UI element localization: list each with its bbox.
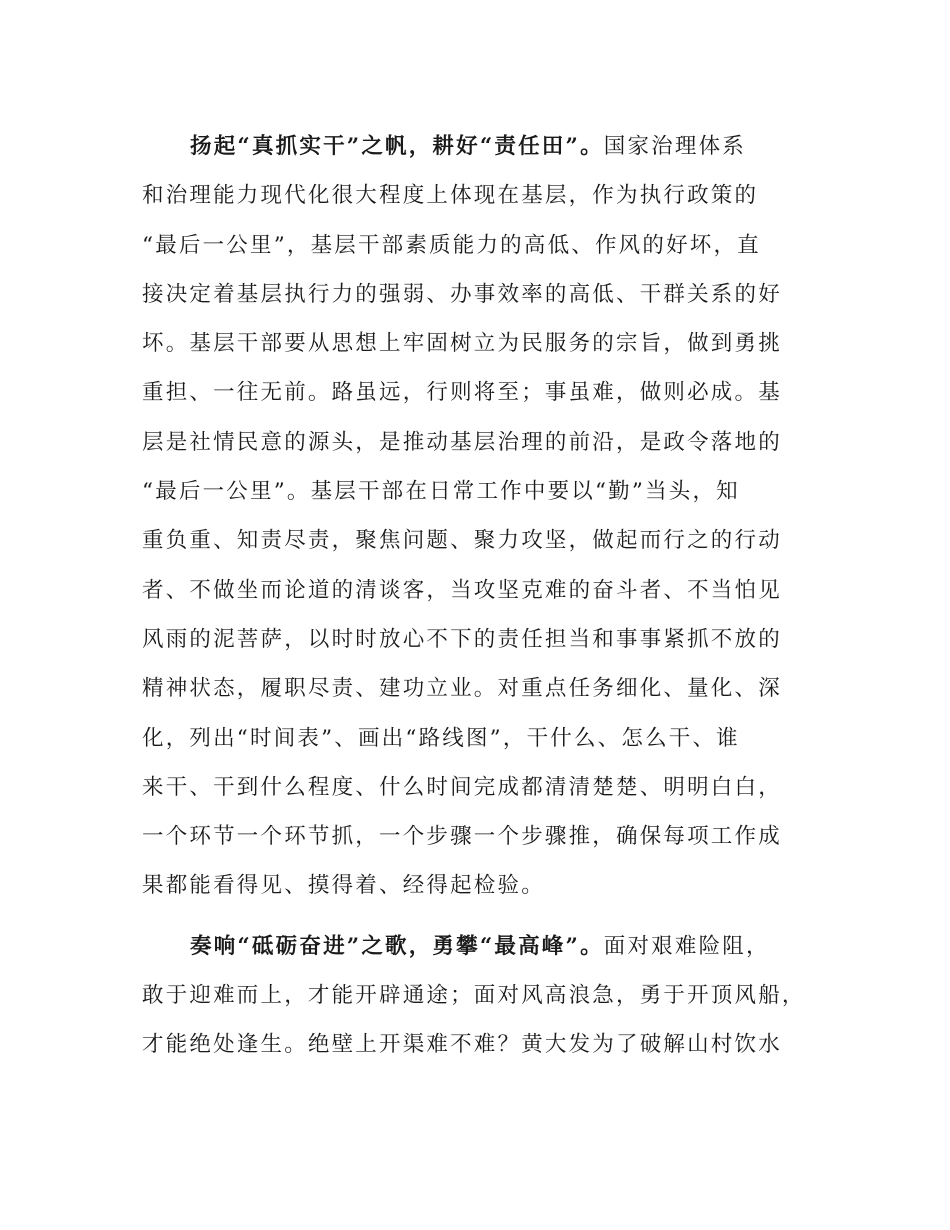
paragraph-2-line-1: 面对艰难险阻， <box>603 933 770 959</box>
paragraph-1-first-line <box>142 122 822 171</box>
paragraph-1-line-12: 精神状态，履职尽责、建功立业。对重点任务细化、量化、深 <box>142 676 782 702</box>
paragraph-1-lead: 扬起“真抓实干”之帆，耕好“责任田”。 <box>190 134 604 159</box>
paragraph-1-line-14: 来干、干到什么程度、什么时间完成都清清楚楚、明明白白， <box>142 774 782 800</box>
paragraph-1-line-10: 者、不做坐而论道的清谈客，当攻坚克难的奋斗者、不当怕见 <box>142 577 782 603</box>
paragraph-1-line-6: 重担、一往无前。路虽远，行则将至；事虽难，做则必成。基 <box>142 380 782 406</box>
paragraph-2-line-3: 才能绝处逢生。绝壁上开渠难不难？黄大发为了破解山村饮水 <box>142 1032 782 1058</box>
paragraph-1-line-8: “最后一公里”。基层干部在日常工作中要以“勤”当头，知 <box>142 479 740 505</box>
paragraph-1-line-1: 国家治理体系 <box>603 134 746 159</box>
paragraph-1-line-13: 化，列出“时间表”、画出“路线图”，干什么、怎么干、谁 <box>142 725 740 751</box>
paragraph-1-line-2: 和治理能力现代化很大程度上体现在基层，作为执行政策的 <box>142 183 759 209</box>
paragraph-1-line-3: “最后一公里”，基层干部素质能力的高低、作风的好坏，直 <box>142 232 761 258</box>
paragraph-2-line-2: 敢于迎难而上，才能开辟通途；面对风高浪急，勇于开顶风船， <box>142 983 806 1009</box>
paragraph-1 <box>142 122 822 911</box>
paragraph-1-line-4: 接决定着基层执行力的强弱、办事效率的高低、干群关系的好 <box>142 281 782 307</box>
paragraph-1-line-16: 果都能看得见、摸得着、经得起检验。 <box>142 873 545 899</box>
paragraph-1-line-5: 坏。基层干部要从思想上牢固树立为民服务的宗旨，做到勇挑 <box>142 331 782 357</box>
paragraph-1-line-11: 风雨的泥菩萨，以时时放心不下的责任担当和事事紧抓不放的 <box>142 626 782 652</box>
paragraph-2-first-line <box>142 922 822 971</box>
paragraph-2 <box>142 922 822 1070</box>
paragraph-1-line-7: 层是社情民意的源头，是推动基层治理的前沿，是政令落地的 <box>142 429 782 455</box>
document-body <box>142 122 822 1070</box>
paragraph-1-line-15: 一个环节一个环节抓，一个步骤一个步骤推，确保每项工作成 <box>142 824 782 850</box>
paragraph-1-line-9: 重负重、知责尽责，聚焦问题、聚力攻坚，做起而行之的行动 <box>142 528 782 554</box>
paragraph-2-lead: 奏响“砥砺奋进”之歌，勇攀“最高峰”。 <box>190 933 604 959</box>
